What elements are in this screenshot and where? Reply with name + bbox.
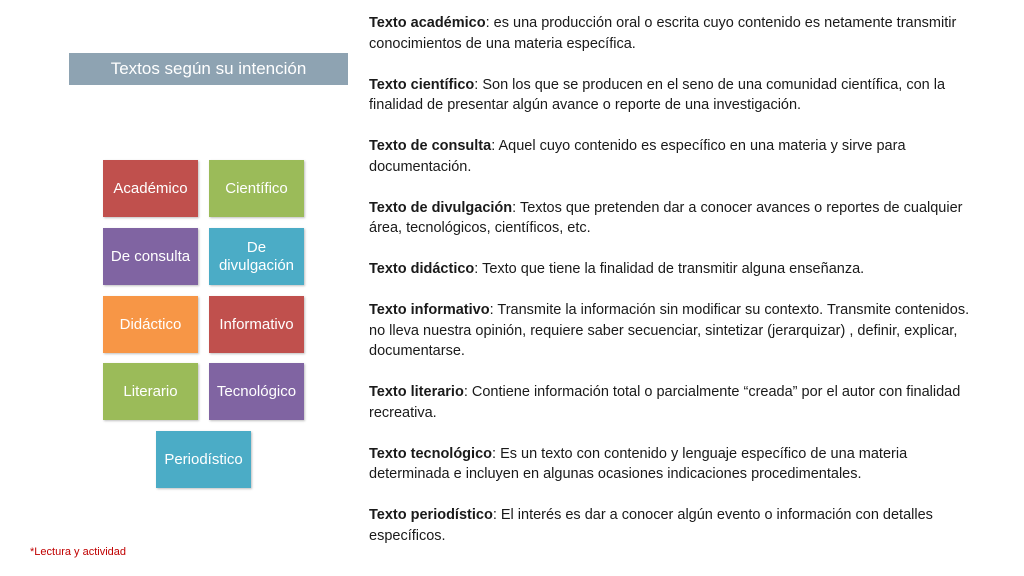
definition-separator: :	[491, 138, 499, 154]
definition-text: Es un texto con contenido y lenguaje específico de una materia determinada e incluyen en algunas ocasiones indicaciones procedimentales.	[369, 445, 908, 482]
category-label: Tecnológico	[216, 382, 297, 400]
definition-separator: :	[492, 507, 501, 523]
category-label: De consulta	[110, 247, 191, 265]
definition-separator: :	[474, 261, 483, 277]
definition-separator: :	[474, 76, 483, 93]
definition-term: Texto científico	[369, 76, 475, 93]
definition-tecnologico	[369, 444, 979, 485]
definition-term: Texto tecnológico	[369, 445, 492, 462]
category-label: Académico	[113, 179, 188, 197]
category-label: Periodístico	[164, 450, 243, 468]
definition-term: Texto académico	[369, 15, 486, 31]
definition-separator: :	[463, 384, 472, 400]
category-box-periodistico	[156, 431, 251, 488]
category-box-informativo	[209, 296, 304, 353]
category-box-literario	[103, 363, 198, 420]
definition-text: Son los que se producen en el seno de una comunidad científica, con la finalidad de presentar algún avance o reporte de una investigación.	[369, 76, 946, 113]
definition-text: Texto que tiene la finalidad de transmitir alguna enseñanza.	[482, 261, 865, 277]
definition-separator: :	[489, 302, 498, 318]
definition-separator: :	[485, 15, 494, 31]
definition-text: Aquel cuyo contenido es específico en una materia y sirve para documentación.	[369, 138, 906, 175]
definition-academico	[369, 13, 979, 54]
definitions-list	[369, 13, 979, 567]
definition-informativo	[369, 300, 979, 362]
definition-text: Transmite la información sin modificar su contexto. Transmite contenidos. no lleva nuestra opinión, requiere saber secuenciar, sintetizar (jerarquizar) , definir, explicar, documentarse.	[369, 302, 970, 359]
definition-didactico	[369, 259, 979, 280]
definition-cientifico	[369, 75, 979, 116]
category-label: Informativo	[219, 315, 294, 333]
category-box-academico	[103, 160, 198, 217]
definition-text: El interés es dar a conocer algún evento o información con detalles específicos.	[369, 507, 933, 544]
definition-text: es una producción oral o escrita cuyo contenido es netamente transmitir conocimientos de una materia específica.	[369, 15, 957, 52]
category-box-tecnologico	[209, 363, 304, 420]
definition-text: Contiene información total o parcialmente “creada” por el autor con finalidad recreativa.	[369, 384, 961, 421]
definition-separator: :	[512, 199, 520, 216]
diagram-title: Textos según su intención	[69, 53, 348, 85]
definition-term: Texto informativo	[369, 302, 490, 318]
definition-separator: :	[492, 445, 501, 462]
definition-periodistico	[369, 505, 979, 546]
category-label: Didáctico	[119, 315, 182, 333]
category-label: Literario	[123, 382, 178, 400]
definition-divulgacion	[369, 198, 979, 239]
definition-text: Textos que pretenden dar a conocer avances o reportes de cualquier área, tecnológicos, científicos, etc.	[369, 199, 963, 236]
category-label: Científico	[225, 179, 288, 197]
definition-consulta	[369, 136, 979, 177]
category-label-line1: De	[246, 238, 267, 256]
footnote: *Lectura y actividad	[30, 546, 126, 558]
definition-term: Texto literario	[369, 384, 464, 400]
category-box-consulta	[103, 228, 198, 285]
definition-term: Texto de divulgación	[369, 199, 513, 216]
category-box-didactico	[103, 296, 198, 353]
category-box-divulgacion	[209, 228, 304, 285]
definition-term: Texto de consulta	[369, 138, 492, 154]
definition-term: Texto periodístico	[369, 507, 493, 523]
category-label-line2: divulgación	[218, 256, 295, 274]
definition-term: Texto didáctico	[369, 261, 475, 277]
definition-literario	[369, 382, 979, 423]
category-box-cientifico	[209, 160, 304, 217]
